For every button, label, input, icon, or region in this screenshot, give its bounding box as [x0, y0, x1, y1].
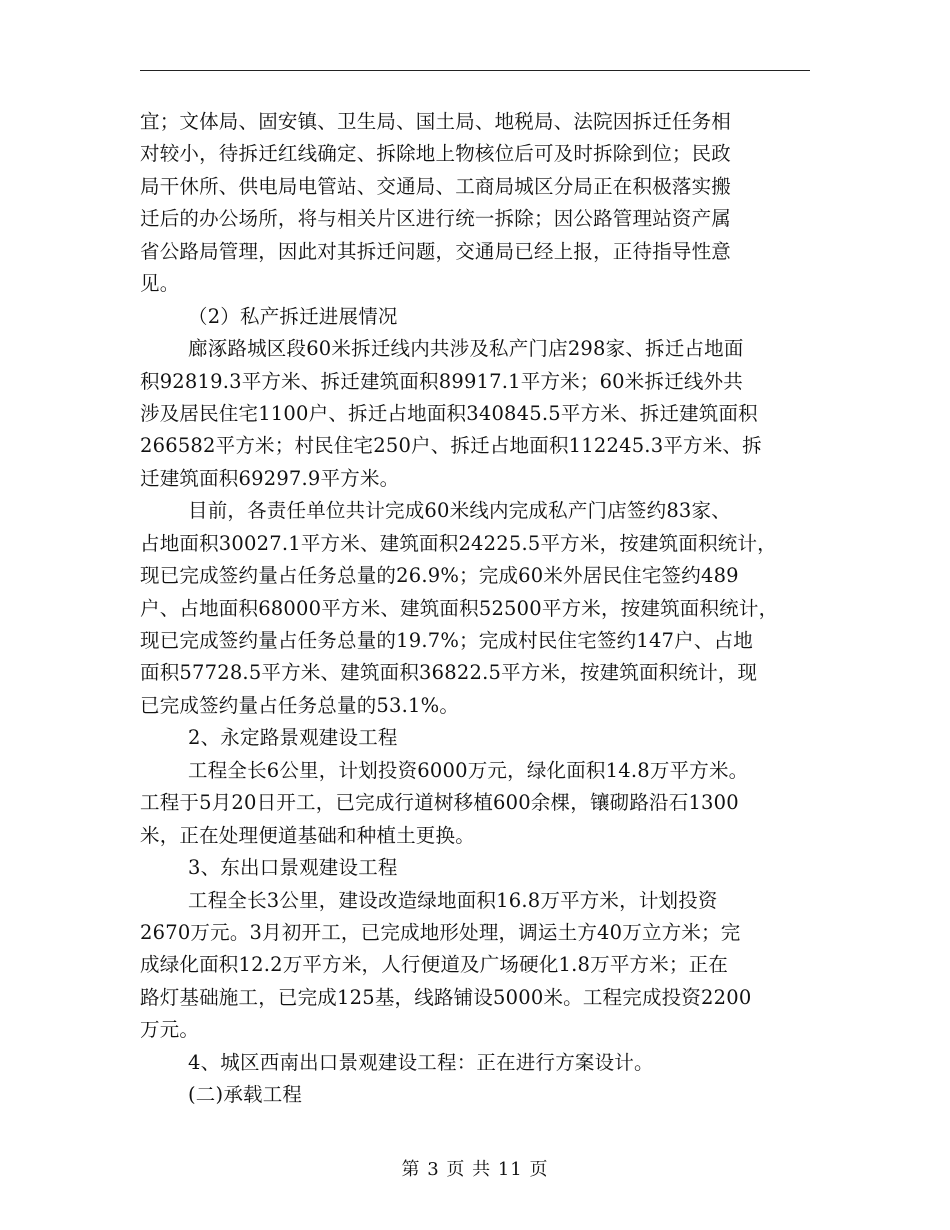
text-line: 面积57728.5平方米、建筑面积36822.5平方米，按建筑面积统计，现 [140, 661, 758, 685]
text-line: 廊涿路城区段60米拆迁线内共涉及私产门店298家、拆迁占地面 [188, 337, 744, 361]
text-line: 迁建筑面积69297.9平方米。 [140, 466, 400, 490]
text-line: 省公路局管理，因此对其拆迁问题，交通局已经上报，正待指导性意 [140, 239, 732, 263]
text-line: 对较小，待拆迁红线确定、拆除地上物核位后可及时拆除到位；民政 [140, 142, 732, 166]
text-line: 占地面积30027.1平方米、建筑面积24225.5平方米，按建筑面积统计， [140, 531, 777, 555]
text-line: 万元。 [140, 1018, 200, 1042]
header-rule [140, 70, 810, 71]
text-line: 已完成签约量占任务总量的53.1%。 [140, 693, 460, 717]
text-line: 266582平方米；村民住宅250户、拆迁占地面积112245.3平方米、拆 [140, 434, 762, 458]
text-line: （2）私产拆迁进展情况 [188, 304, 398, 328]
text-line: 见。 [140, 272, 180, 296]
text-line: 4、城区西南出口景观建设工程：正在进行方案设计。 [188, 1050, 654, 1074]
text-line: 宜；文体局、固安镇、卫生局、国土局、地税局、法院因拆迁任务相 [140, 110, 732, 133]
text-line: (二)承载工程 [188, 1083, 303, 1107]
text-line: 局干休所、供电局电管站、交通局、工商局城区分局正在积极落实搬 [140, 174, 732, 198]
text-line: 迁后的办公场所，将与相关片区进行统一拆除；因公路管理站资产属 [140, 207, 732, 231]
text-line: 目前，各责任单位共计完成60米线内完成私产门店签约83家、 [188, 499, 731, 523]
text-line: 现已完成签约量占任务总量的19.7%；完成村民住宅签约147户、占地 [140, 629, 753, 652]
document-body [140, 106, 830, 1112]
text-line: 工程全长3公里，建设改造绿地面积16.8万平方米，计划投资 [188, 888, 718, 912]
text-line: 米，正在处理便道基础和种植土更换。 [140, 823, 475, 847]
text-line: 2670万元。3月初开工，已完成地形处理，调运土方40万立方米；完 [140, 920, 741, 944]
text-line: 户、占地面积68000平方米、建筑面积52500平方米，按建筑面积统计， [140, 596, 779, 620]
text-line: 路灯基础施工，已完成125基，线路铺设5000米。工程完成投资2200 [140, 985, 752, 1009]
text-line: 现已完成签约量占任务总量的26.9%；完成60米外居民住宅签约489 [140, 564, 739, 588]
page-footer: 第 3 页 共 11 页 [401, 1159, 549, 1180]
text-line: 涉及居民住宅1100户、拆迁占地面积340845.5平方米、拆迁建筑面积 [140, 401, 758, 425]
text-line: 工程于5月20日开工，已完成行道树移植600余棵，镶砌路沿石1300 [140, 791, 739, 815]
text-line: 成绿化面积12.2万平方米，人行便道及广场硬化1.8万平方米；正在 [140, 953, 729, 977]
text-line: 工程全长6公里，计划投资6000万元，绿化面积14.8万平方米。 [188, 758, 749, 782]
text-line: 2、永定路景观建设工程 [188, 726, 398, 750]
text-line: 积92819.3平方米、拆迁建筑面积89917.1平方米；60米拆迁线外共 [140, 369, 743, 393]
text-line: 3、东出口景观建设工程 [188, 856, 398, 880]
